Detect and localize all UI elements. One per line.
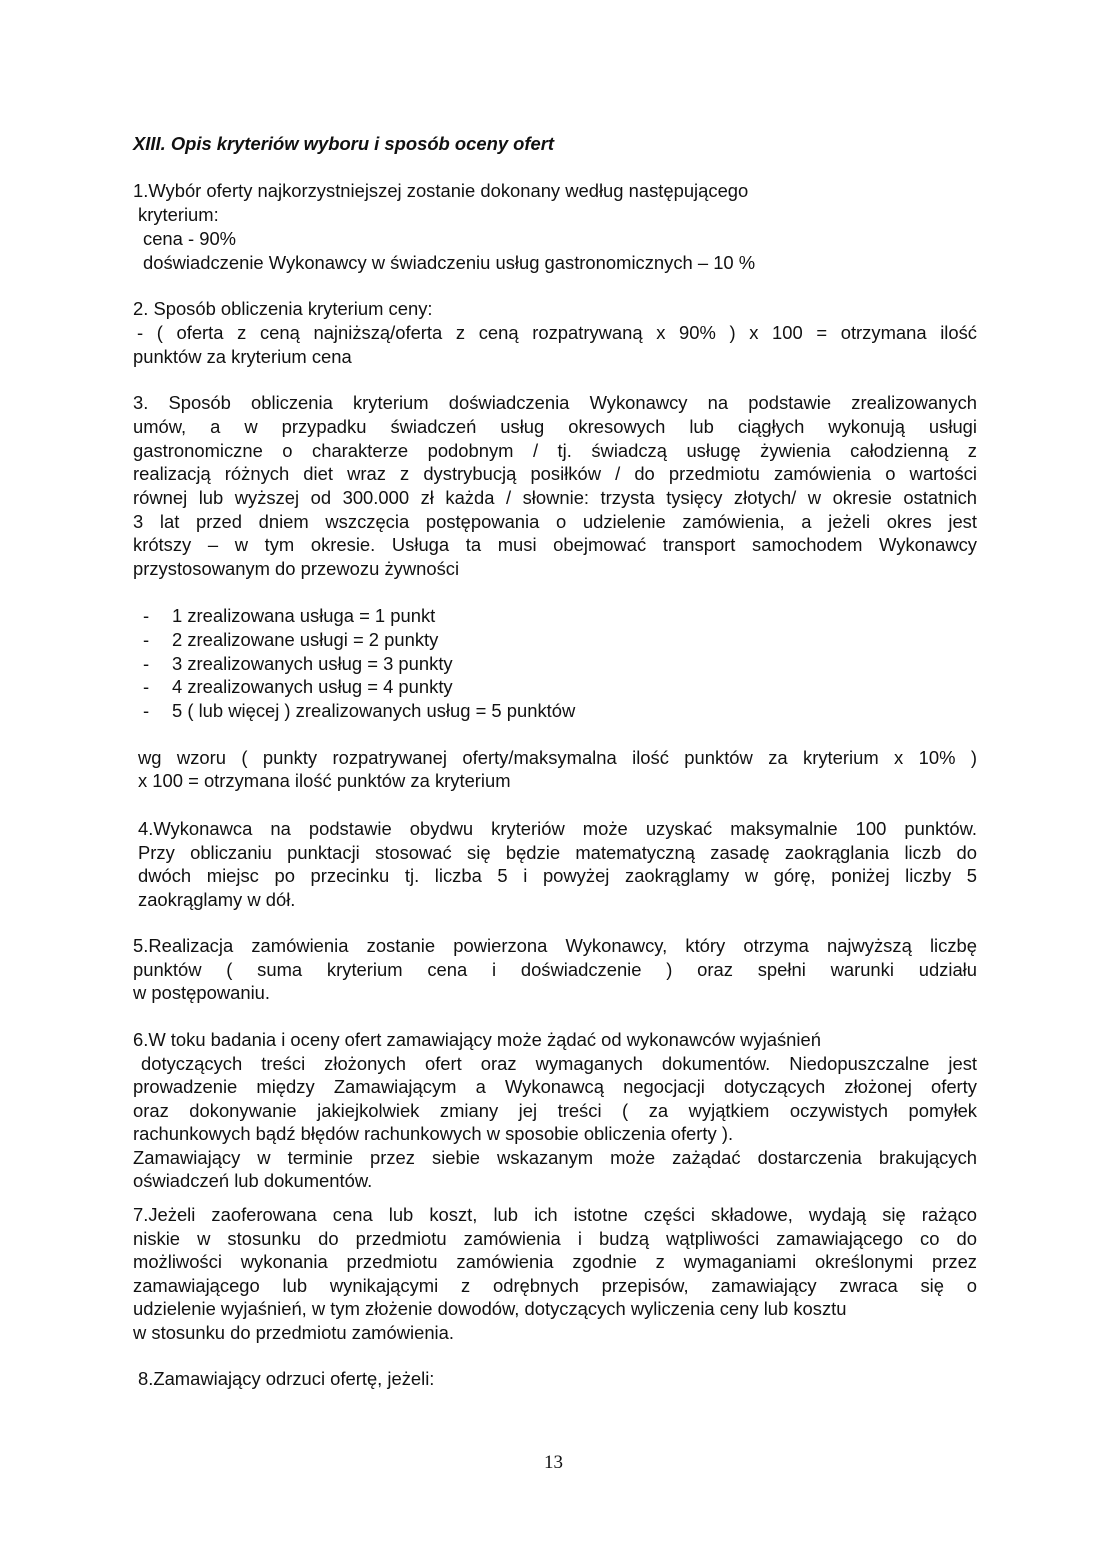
s2-line-2: - ( oferta z ceną najniższą/oferta z ceną rozpatrywaną x 90% ) x 100 = otrzymana ilość [137,322,977,343]
formula-line-2: x 100 = otrzymana ilość punktów za kryterium [138,770,511,791]
s3-line-4: realizacją różnych diet wraz z dystrybucją posiłków / do przedmiotu zamówienia o wartości [133,463,977,484]
s6-line-2: dotyczących treści złożonych ofert oraz wymaganych dokumentów. Niedopuszczalne jest [141,1053,977,1074]
list-dash: - [143,653,150,674]
s6-line-1: 6.W toku badania i oceny ofert zamawiający może żądać od wykonawców wyjaśnień [133,1029,821,1050]
s3-line-8: przystosowanym do przewozu żywności [133,558,460,579]
s4-line-4: zaokrąglamy w dół. [138,889,296,910]
list-item: 3 zrealizowanych usług = 3 punkty [172,653,453,674]
s5-line-2: punktów ( suma kryterium cena i doświadczenie ) oraz spełni warunki udziału [133,959,977,980]
section-heading: XIII. Opis kryteriów wyboru i sposób oceny ofert [133,133,555,154]
s7-line-6: w stosunku do przedmiotu zamówienia. [133,1322,454,1343]
s8-line-1: 8.Zamawiający odrzuci ofertę, jeżeli: [138,1368,435,1389]
s7-line-3: możliwości wykonania przedmiotu zamówienia zgodnie z wymaganiami określonymi przez [133,1251,977,1272]
s7-line-2: niskie w stosunku do przedmiotu zamówienia i budzą wątpliwości zamawiającego co do [133,1228,977,1249]
s1-line-1: 1.Wybór oferty najkorzystniejszej zostanie dokonany według następującego [133,180,749,201]
s3-line-2: umów, a w przypadku świadczeń usług okresowych lub ciągłych wykonują usługi [133,416,977,437]
s6-line-3: prowadzenie między Zamawiającym a Wykonawcą negocjacji dotyczących złożonej oferty [133,1076,977,1097]
s5-line-3: w postępowaniu. [133,982,270,1003]
s4-line-1: 4.Wykonawca na podstawie obydwu kryteriów może uzyskać maksymalnie 100 punktów. [138,818,977,839]
s3-line-3: gastronomiczne o charakterze podobnym / tj. świadczą usługę żywienia całodzienną z [133,440,977,461]
s7-line-4: zamawiającego lub wynikającymi z odrębnych przepisów, zamawiający zwraca się o [133,1275,977,1296]
s6-line-6: Zamawiający w terminie przez siebie wskazanym może zażądać dostarczenia brakujących [133,1147,977,1168]
s6-line-5: rachunkowych bądź błędów rachunkowych w sposobie obliczenia oferty ). [133,1123,734,1144]
list-dash: - [143,700,150,721]
s7-line-1: 7.Jeżeli zaoferowana cena lub koszt, lub ich istotne części składowe, wydają się rażąco [133,1204,977,1225]
s3-line-6: 3 lat przed dniem wszczęcia postępowania o udzielenie zamówienia, a jeżeli okres jest [133,511,977,532]
s3-line-1: 3. Sposób obliczenia kryterium doświadczenia Wykonawcy na podstawie zrealizowanych [133,392,977,413]
list-item: 2 zrealizowane usługi = 2 punkty [172,629,439,650]
s5-line-1: 5.Realizacja zamówienia zostanie powierzona Wykonawcy, który otrzyma najwyższą liczbę [133,935,977,956]
list-item: 4 zrealizowanych usług = 4 punkty [172,676,453,697]
list-dash: - [143,629,150,650]
s7-line-5: udzielenie wyjaśnień, w tym złożenie dowodów, dotyczących wyliczenia ceny lub kosztu [133,1298,847,1319]
s4-line-2: Przy obliczaniu punktacji stosować się będzie matematyczną zasadę zaokrąglania liczb do [138,842,977,863]
s2-line-1: 2. Sposób obliczenia kryterium ceny: [133,298,433,319]
list-dash: - [143,676,150,697]
formula-line-1: wg wzoru ( punkty rozpatrywanej oferty/maksymalna ilość punktów za kryterium x 10% ) [138,747,977,768]
s2-line-3: punktów za kryterium cena [133,346,352,367]
s1-line-2: kryterium: [138,204,219,225]
s3-line-7: krótszy – w tym okresie. Usługa ta musi obejmować transport samochodem Wykonawcy [133,534,977,555]
s1-line-4: doświadczenie Wykonawcy w świadczeniu usług gastronomicznych – 10 % [143,252,756,273]
s3-line-5: równej lub wyższej od 300.000 zł każda / słownie: trzysta tysięcy złotych/ w okresie ostatnich [133,487,977,508]
list-dash: - [143,605,150,626]
list-item: 1 zrealizowana usługa = 1 punkt [172,605,436,626]
page-number: 13 [544,1452,563,1473]
s6-line-4: oraz dokonywanie jakiejkolwiek zmiany jej treści ( za wyjątkiem oczywistych pomyłek [133,1100,977,1121]
list-item: 5 ( lub więcej ) zrealizowanych usług = 5 punktów [172,700,576,721]
s1-line-3: cena - 90% [143,228,237,249]
s6-line-7: oświadczeń lub dokumentów. [133,1170,373,1191]
s4-line-3: dwóch miejsc po przecinku tj. liczba 5 i powyżej zaokrąglamy w górę, poniżej liczby 5 [138,865,977,886]
